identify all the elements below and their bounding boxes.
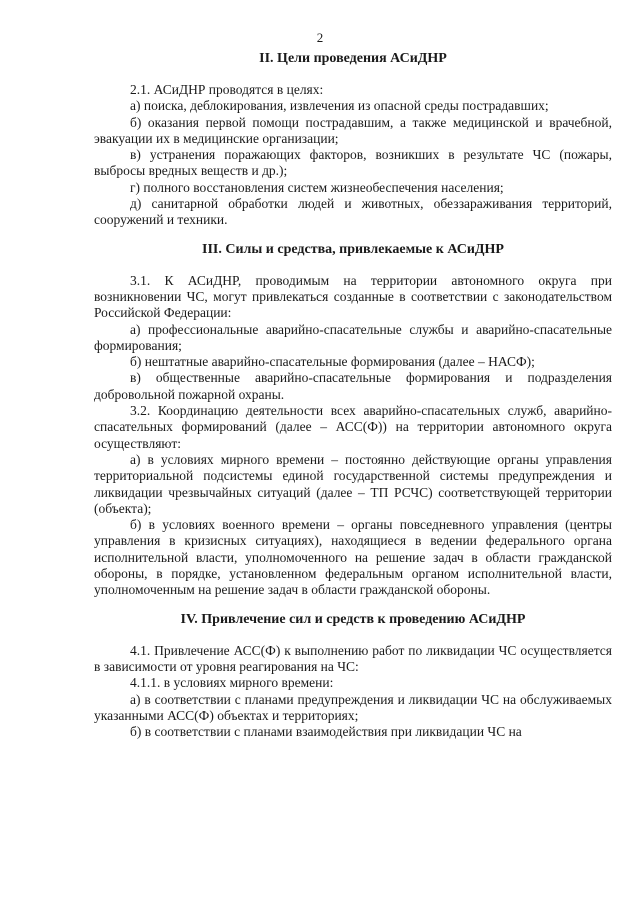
section-heading-involvement: IV. Привлечение сил и средств к проведению АСиДНР [180,611,526,627]
paragraph: а) в соответствии с планами предупреждения и ликвидации ЧС на обслуживаемых указанными АСС(Ф) объектах и территориях; [94,691,612,723]
paragraph: 3.2. Координацию деятельности всех аварийно-спасательных служб, аварийно-спасательных формирований (далее – АСС(Ф)) на территории автономного округа осуществляют: [94,403,612,451]
paragraph: б) оказания первой помощи пострадавшим, а также медицинской и врачебной, эвакуации их в медицинские организации; [94,114,612,146]
paragraph: д) санитарной обработки людей и животных, обеззараживания территорий, сооружений и техники. [94,196,612,228]
paragraph: в) общественные аварийно-спасательные формирования и подразделения добровольной пожарной охраны. [94,370,612,402]
page-number: 2 [316,30,324,45]
paragraph: а) поиска, деблокирования, извлечения из опасной среды пострадавших; [130,98,549,114]
paragraph: г) полного восстановления систем жизнеобеспечения населения; [130,179,504,195]
paragraph: 3.1. К АСиДНР, проводимым на территории автономного округа при возникновении ЧС, могут привлекаться созданные в соответствии с законодательством Российской Федерации: [94,272,612,321]
paragraph: б) в условиях военного времени – органы повседневного управления (центры управления в кризисных ситуациях), находящиеся в ведении федерального органа исполнительной власти, уполномоченного на решение задач в области гражданской обороны, в порядке, установленном федеральным органом исполнительной власти, уполномоченным на решение задач в области гражданской обороны. [94,517,612,598]
paragraph: б) в соответствии с планами взаимодействия при ликвидации ЧС на [130,724,522,740]
section-heading-forces: III. Силы и средства, привлекаемые к АСиДНР [202,241,504,257]
paragraph: 2.1. АСиДНР проводятся в целях: [130,82,324,97]
paragraph: а) профессиональные аварийно-спасательные службы и аварийно-спасательные формирования; [94,321,612,353]
paragraph: а) в условиях мирного времени – постоянно действующие органы управления территориальной подсистемы единой государственной системы предупреждения и ликвидации чрезвычайных ситуаций (далее – ТП РСЧС) соответствующей территории (объекта); [94,451,612,516]
paragraph: б) нештатные аварийно-спасательные формирования (далее – НАСФ); [130,354,535,370]
section-heading-goals: II. Цели проведения АСиДНР [259,51,447,66]
paragraph: 4.1. Привлечение АСС(Ф) к выполнению работ по ликвидации ЧС осуществляется в зависимости от уровня реагирования на ЧС: [94,642,612,674]
paragraph: 4.1.1. в условиях мирного времени: [130,675,334,691]
paragraph: в) устранения поражающих факторов, возникших в результате ЧС (пожары, выбросы вредных веществ и др.); [94,147,612,179]
